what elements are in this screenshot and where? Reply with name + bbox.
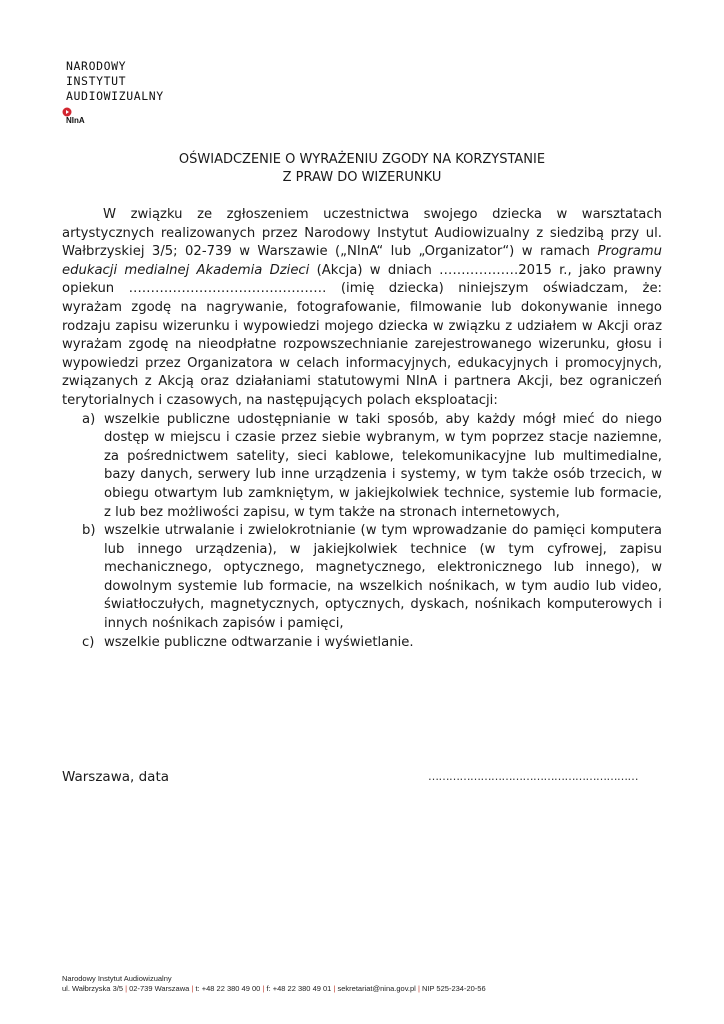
footer-contact: ul. Wałbrzyska 3/5 | 02-739 Warszawa | t: +48 22 380 49 00 | f: +48 22 380 49 01 | sekretariat@nina.gov.pl | NIP 525-234-20-56 [62,984,486,993]
footer-org: Narodowy Instytut Audiowizualny [62,974,172,983]
place-date-label: Warszawa, data [62,769,170,785]
list-marker: a) [82,411,96,427]
footer-tel-label: t [195,984,198,993]
list-marker: c) [82,634,95,650]
logo-line-1: NARODOWY [66,59,127,73]
footer [62,974,682,994]
list-item-text: wszelkie publiczne odtwarzanie i wyświetlanie. [104,634,414,650]
logo-line-3: AUDIOWIZUALNY [66,89,164,103]
exploitation-fields-list [62,411,662,653]
paragraph-text-2: (Akcja) w dniach ………………2015 r., jako prawny opiekun ……………………………………… (imię dziecka) niniejszym oświadczam, że: wyrażam zgodę na nagrywanie, fotografowanie, filmowanie lub dokonywanie innego rodzaju zapisu wizerunku i wypowiedzi mojego dziecka w związku z udziałem w Akcji oraz wyrażam zgodę na nieodpłatne rozpowszechnianie zarejestrowanego wizerunku, głosu i wypowiedzi przez Organizatora w celach informacyjnych, edukacyjnych i promocyjnych, związanych z Akcją oraz działaniami statutowymi NInA i partnera Akcji, bez ograniczeń terytorialnych i czasowych, na następujących polach eksploatacji: [62,262,662,408]
list-marker: b) [82,523,96,539]
footer-address: ul. Wałbrzyska 3/5 [62,984,123,993]
declaration-paragraph [62,206,662,411]
institution-logo [66,59,164,125]
title-line-2: Z PRAW DO WIZERUNKU [282,170,442,185]
footer-fax-label: f [266,984,269,993]
logo-abbr: NInA [66,116,85,125]
list-item-text: wszelkie publiczne udostępnianie w taki sposób, aby każdy mógł mieć do niego dostęp w miejscu i czasie przez siebie wybranym, w tym poprzez stacje naziemne, za pośrednictwem satelity, sieci kablowe, telekomunikacyjne lub multimedialne, bazy danych, serwery lub inne urządzenia i systemy, w tym także osób trzecich, w obiegu otwartym lub zamkniętym, w jakiejkolwiek technice, systemie lub formacie, z lub bez możliwości zapisu, w tym także na stronach internetowych, [104,411,662,520]
title-line-1: OŚWIADCZENIE O WYRAŻENIU ZGODY NA KORZYSTANIE [178,152,546,167]
program-name: Programu edukacji medialnej Akademia Dzieci [62,244,662,278]
document-title [60,151,664,187]
footer-email: sekretariat@nina.gov.pl [337,984,416,993]
paragraph-text-1: W związku ze zgłoszeniem uczestnictwa swojego dziecka w warsztatach artystycznych realizowanych przez Narodowy Instytut Audiowizualny z siedzibą przy ul. Wałbrzyskiej 3/5; 02-739 w Warszawie („NInA“ lub „Organizator“) w ramach [62,207,662,260]
footer-tel: +48 22 380 49 00 [201,984,261,993]
logo-line-2: INSTYTUT [66,74,127,88]
footer-fax: +48 22 380 49 01 [272,984,332,993]
list-item [62,522,662,634]
footer-city: 02-739 Warszawa [129,984,190,993]
list-item [62,634,662,653]
list-item [62,411,662,523]
signature-line: …………………………………………………… [428,770,638,783]
declaration-body [62,206,662,652]
footer-nip: NIP 525-234-20-56 [421,984,486,993]
list-item-text: wszelkie utrwalanie i zwielokrotnianie (w tym wprowadzanie do pamięci komputera lub innego urządzenia), w jakiejkolwiek technice (w tym cyfrowej, zapisu mechanicznego, optycznego, magnetycznego, elektronicznego lub innego), w dowolnym systemie lub formacie, na wszelkich nośnikach, w tym audio lub video, światłoczułych, magnetycznych, optycznych, dyskach, nośnikach komputerowych i innych nośnikach zapisów i pamięci, [104,523,662,632]
